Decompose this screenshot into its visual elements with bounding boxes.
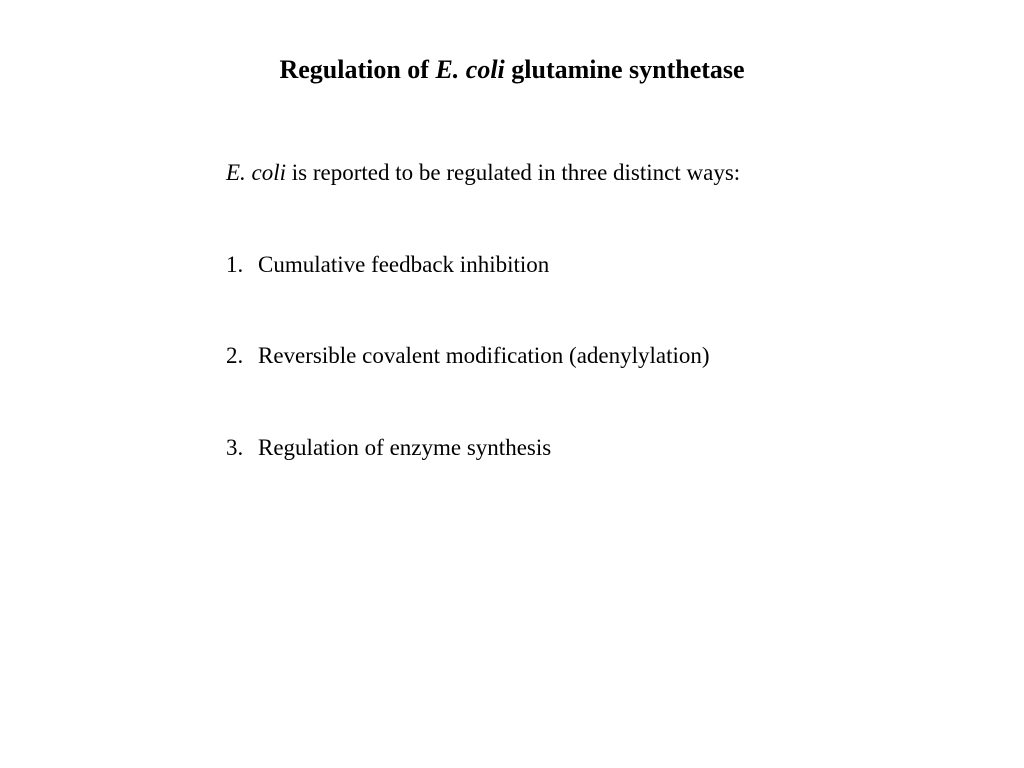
list-item-text: Regulation of enzyme synthesis [258, 435, 552, 460]
title-suffix: glutamine synthetase [504, 55, 745, 84]
intro-text [226, 157, 740, 189]
intro-organism: E. coli [226, 160, 287, 185]
intro-body: is reported to be regulated in three distinct ways: [286, 160, 741, 185]
list-item [226, 340, 710, 372]
list-item-text: Reversible covalent modification (adenylylation) [258, 343, 710, 368]
list-item [226, 249, 549, 281]
list-item-text: Cumulative feedback inhibition [258, 252, 550, 277]
title-prefix: Regulation of [279, 55, 436, 84]
list-item-number: 3. [226, 435, 244, 460]
title-organism: E. coli [435, 55, 505, 84]
slide-title [0, 53, 1024, 87]
list-item-number: 2. [226, 343, 244, 368]
list-item-number: 1. [226, 252, 244, 277]
list-item [226, 432, 551, 464]
